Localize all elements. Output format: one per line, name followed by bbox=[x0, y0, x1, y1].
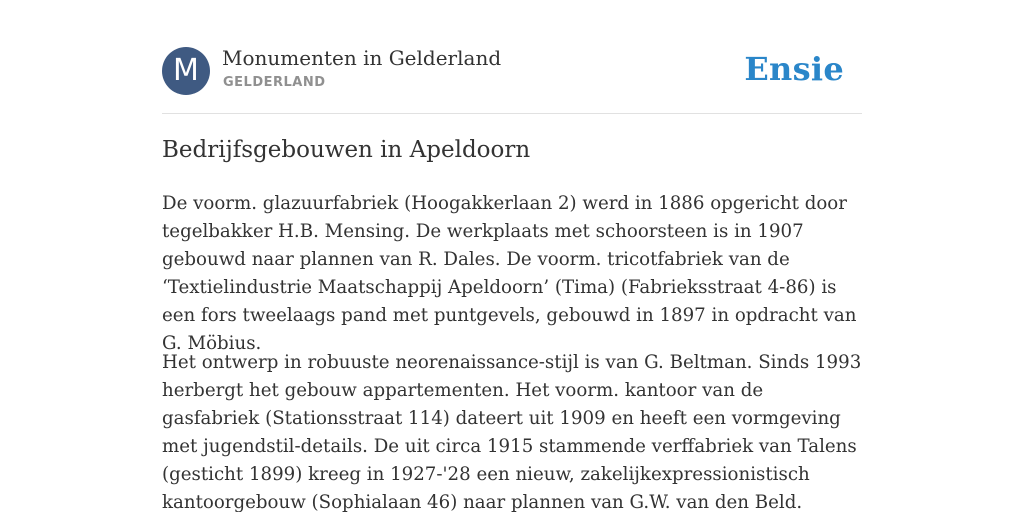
ensie-logo[interactable]: Ensie bbox=[744, 50, 844, 88]
site-title[interactable]: Monumenten in Gelderland bbox=[222, 46, 502, 70]
header-divider bbox=[162, 113, 862, 114]
header bbox=[162, 46, 862, 96]
site-subtitle[interactable]: GELDERLAND bbox=[223, 75, 326, 90]
article-paragraph-1: De voorm. glazuurfabriek (Hoogakkerlaan 2) werd in 1886 opgericht door tegelbakker H.B. Mensing. De werkplaats met schoorsteen is in 1907 gebouwd naar plannen van R. Dales. De voorm. tricotfabriek van de ‘Textielindustrie Maatschappij Apeldoorn’ (Tima) (Fabrieksstraat 4-86) is een fors tweelaags pand met puntgevels, gebouwd in 1897 in opdracht van G. Möbius. bbox=[162, 193, 857, 355]
avatar[interactable]: M bbox=[162, 47, 210, 95]
article-title: Bedrijfsgebouwen in Apeldoorn bbox=[162, 137, 531, 163]
article-paragraph-2: Het ontwerp in robuuste neorenaissance-stijl is van G. Beltman. Sinds 1993 herbergt het gebouw appartementen. Het voorm. kantoor van de gasfabriek (Stationsstraat 114) dateert uit 1909 en heeft een vormgeving met jugendstil-details. De uit circa 1915 stammende verffabriek van Talens (gesticht 1899) kreeg in 1927-'28 een nieuw, zakelijkexpressionistisch kantoorgebouw (Sophialaan 46) naar plannen van G.W. van den Beld. bbox=[162, 352, 862, 512]
